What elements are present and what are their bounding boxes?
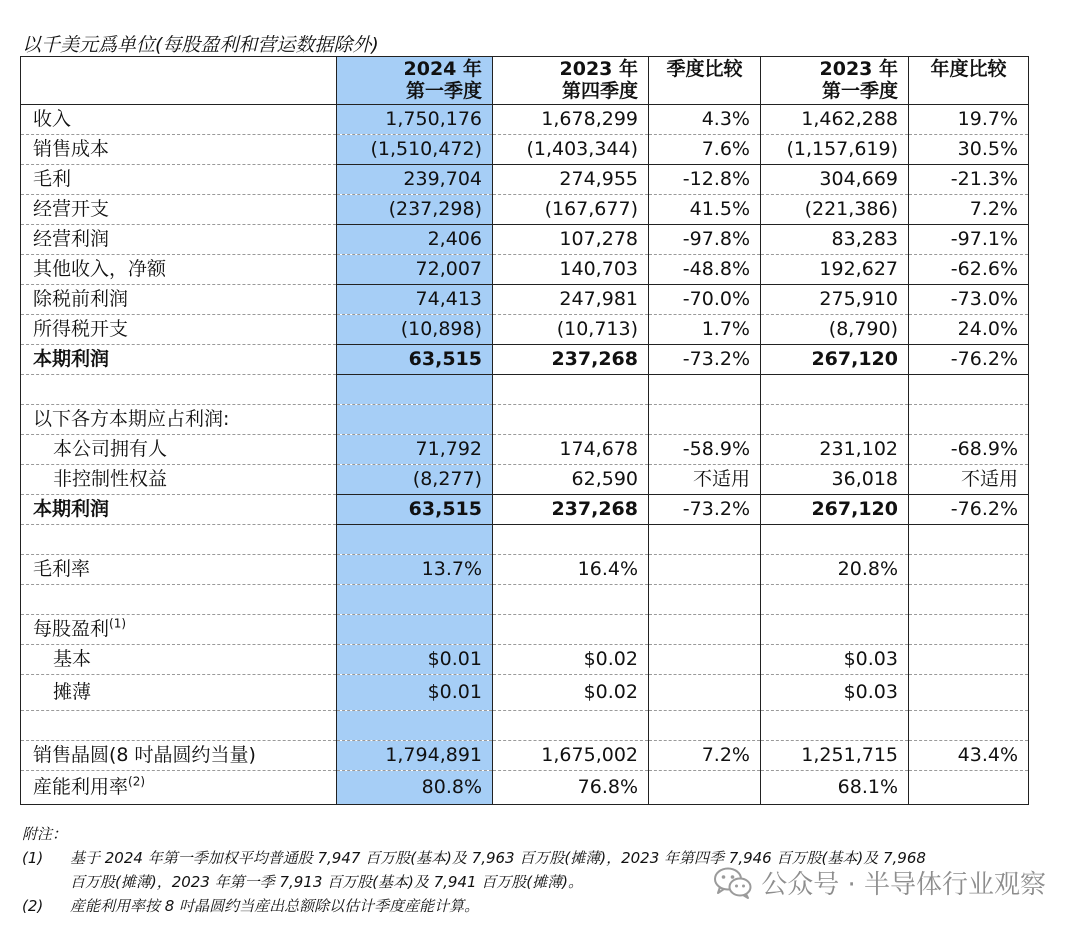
table-row-revenue — [21, 105, 1029, 135]
section-label: 以下各方本期应占利润: — [21, 405, 337, 435]
row-label: 所得税开支 — [21, 315, 337, 345]
value-cell: 239,704 — [337, 165, 493, 195]
value-cell: (10,898) — [337, 315, 493, 345]
value-cell: 174,678 — [493, 435, 649, 465]
value-cell: 140,703 — [493, 255, 649, 285]
value-cell: -12.8% — [649, 165, 761, 195]
table-row-owners — [21, 435, 1029, 465]
table-row-operating-expenses — [21, 195, 1029, 225]
value-cell: -97.8% — [649, 225, 761, 255]
value-cell: 4.3% — [649, 105, 761, 135]
value-cell — [909, 675, 1029, 711]
row-label: 毛利 — [21, 165, 337, 195]
value-cell: -73.2% — [649, 345, 761, 375]
value-cell: 267,120 — [761, 345, 909, 375]
value-cell — [909, 645, 1029, 675]
value-cell: 19.7% — [909, 105, 1029, 135]
table-row-non-controlling — [21, 465, 1029, 495]
value-cell: -76.2% — [909, 495, 1029, 525]
footnote-mark: (1) — [22, 849, 44, 867]
spacer-row — [21, 585, 1029, 615]
table-row-income-tax — [21, 315, 1029, 345]
table-row-wafers-shipped — [21, 741, 1029, 771]
value-cell: 41.5% — [649, 195, 761, 225]
table-row-eps-heading — [21, 615, 1029, 645]
value-cell: 83,283 — [761, 225, 909, 255]
value-cell: (1,510,472) — [337, 135, 493, 165]
table-row-gross-profit — [21, 165, 1029, 195]
value-cell: -76.2% — [909, 345, 1029, 375]
footnotes-heading: 附注： — [22, 825, 68, 843]
spacer-row — [21, 711, 1029, 741]
value-cell: -21.3% — [909, 165, 1029, 195]
header-blank-cell — [21, 57, 337, 105]
row-label: 本公司拥有人 — [21, 435, 337, 465]
value-cell: -70.0% — [649, 285, 761, 315]
row-label: 销售晶圆(8 吋晶圆约当量) — [21, 741, 337, 771]
value-cell: (1,157,619) — [761, 135, 909, 165]
value-cell: 274,955 — [493, 165, 649, 195]
value-cell: 72,007 — [337, 255, 493, 285]
table-row-attributable-heading — [21, 405, 1029, 435]
value-cell: 247,981 — [493, 285, 649, 315]
value-cell: 68.1% — [761, 771, 909, 805]
row-label: 经营开支 — [21, 195, 337, 225]
value-cell: 74,413 — [337, 285, 493, 315]
wechat-icon — [713, 866, 753, 900]
value-cell: 71,792 — [337, 435, 493, 465]
value-cell: 不适用 — [909, 465, 1029, 495]
row-label: 本期利润 — [21, 345, 337, 375]
value-cell: 62,590 — [493, 465, 649, 495]
value-cell — [909, 555, 1029, 585]
value-cell: 7.2% — [909, 195, 1029, 225]
value-cell: (1,403,344) — [493, 135, 649, 165]
value-cell: 不适用 — [649, 465, 761, 495]
value-cell: 107,278 — [493, 225, 649, 255]
row-label: 本期利润 — [21, 495, 337, 525]
value-cell: $0.02 — [493, 645, 649, 675]
watermark-text: 公众号 · 半导体行业观察 — [761, 870, 1046, 900]
header-2023q1: 2023 年 第一季度 — [761, 57, 909, 105]
table-row-other-income — [21, 255, 1029, 285]
value-cell: 7.6% — [649, 135, 761, 165]
table-row-profit-for-period — [21, 345, 1029, 375]
value-cell — [909, 771, 1029, 805]
table-row-gross-margin — [21, 555, 1029, 585]
value-cell: 1,794,891 — [337, 741, 493, 771]
value-cell — [649, 555, 761, 585]
header-qoq: 季度比较 — [649, 57, 761, 105]
value-cell: $0.03 — [761, 645, 909, 675]
value-cell: -73.2% — [649, 495, 761, 525]
watermark — [713, 864, 1046, 901]
header-row — [21, 57, 1029, 105]
value-cell — [649, 675, 761, 711]
value-cell: 76.8% — [493, 771, 649, 805]
row-label: 经营利润 — [21, 225, 337, 255]
value-cell: 36,018 — [761, 465, 909, 495]
header-2023q4: 2023 年 第四季度 — [493, 57, 649, 105]
financial-table — [20, 56, 1029, 805]
value-cell: 20.8% — [761, 555, 909, 585]
value-cell: 304,669 — [761, 165, 909, 195]
row-label: 除税前利润 — [21, 285, 337, 315]
value-cell: 63,515 — [337, 345, 493, 375]
table-row-profit-for-period-total — [21, 495, 1029, 525]
value-cell: -48.8% — [649, 255, 761, 285]
value-cell: (221,386) — [761, 195, 909, 225]
row-label: 基本 — [21, 645, 337, 675]
spacer-row — [21, 525, 1029, 555]
value-cell: 1,462,288 — [761, 105, 909, 135]
value-cell: 13.7% — [337, 555, 493, 585]
table-row-cost-of-sales — [21, 135, 1029, 165]
value-cell: 231,102 — [761, 435, 909, 465]
value-cell — [649, 771, 761, 805]
value-cell: $0.02 — [493, 675, 649, 711]
value-cell: 80.8% — [337, 771, 493, 805]
table-row-profit-before-tax — [21, 285, 1029, 315]
value-cell: 1,675,002 — [493, 741, 649, 771]
value-cell: 1,750,176 — [337, 105, 493, 135]
value-cell: -68.9% — [909, 435, 1029, 465]
unit-caption: 以千美元爲单位(每股盈利和营运数据除外) — [22, 34, 379, 56]
value-cell: 30.5% — [909, 135, 1029, 165]
value-cell: 267,120 — [761, 495, 909, 525]
table-row-eps-diluted — [21, 675, 1029, 711]
value-cell: -58.9% — [649, 435, 761, 465]
footnote-mark: (2) — [22, 897, 44, 915]
value-cell: $0.03 — [761, 675, 909, 711]
value-cell: 237,268 — [493, 345, 649, 375]
table-row-eps-basic — [21, 645, 1029, 675]
value-cell: 1.7% — [649, 315, 761, 345]
value-cell: 7.2% — [649, 741, 761, 771]
value-cell: -97.1% — [909, 225, 1029, 255]
value-cell: 192,627 — [761, 255, 909, 285]
value-cell: (8,277) — [337, 465, 493, 495]
value-cell: 24.0% — [909, 315, 1029, 345]
row-label: 摊薄 — [21, 675, 337, 711]
section-label: 每股盈利$^{(1)}$ — [21, 615, 337, 645]
value-cell: -73.0% — [909, 285, 1029, 315]
row-label: 非控制性权益 — [21, 465, 337, 495]
value-cell: 43.4% — [909, 741, 1029, 771]
value-cell: (167,677) — [493, 195, 649, 225]
value-cell: (8,790) — [761, 315, 909, 345]
spacer-row — [21, 375, 1029, 405]
table-row-utilization — [21, 771, 1029, 805]
row-label: 收入 — [21, 105, 337, 135]
value-cell: (237,298) — [337, 195, 493, 225]
row-label: 産能利用率$^{(2)}$ — [21, 771, 337, 805]
value-cell: 275,910 — [761, 285, 909, 315]
value-cell: 2,406 — [337, 225, 493, 255]
header-2024q1: 2024 年 第一季度 — [337, 57, 493, 105]
row-label: 其他收入，净额 — [21, 255, 337, 285]
value-cell: (10,713) — [493, 315, 649, 345]
row-label: 销售成本 — [21, 135, 337, 165]
footnote-text: 産能利用率按 8 吋晶圆约当産出总额除以估计季度産能计算。 — [70, 897, 480, 915]
value-cell: 63,515 — [337, 495, 493, 525]
footnote-text: 百万股(摊薄)，2023 年第一季 7,913 百万股(基本)及 7,941 百万股(摊薄)。 — [70, 873, 584, 891]
value-cell: $0.01 — [337, 675, 493, 711]
table-row-operating-profit — [21, 225, 1029, 255]
value-cell: $0.01 — [337, 645, 493, 675]
footnote-text: 基于 2024 年第一季加权平均普通股 7,947 百万股(基本)及 7,963 百万股(摊薄)，2023 年第四季 7,946 百万股(基本)及 7,968 — [70, 849, 926, 867]
value-cell: 1,678,299 — [493, 105, 649, 135]
value-cell: 16.4% — [493, 555, 649, 585]
header-yoy: 年度比较 — [909, 57, 1029, 105]
value-cell: -62.6% — [909, 255, 1029, 285]
value-cell: 237,268 — [493, 495, 649, 525]
value-cell — [649, 645, 761, 675]
row-label: 毛利率 — [21, 555, 337, 585]
value-cell: 1,251,715 — [761, 741, 909, 771]
